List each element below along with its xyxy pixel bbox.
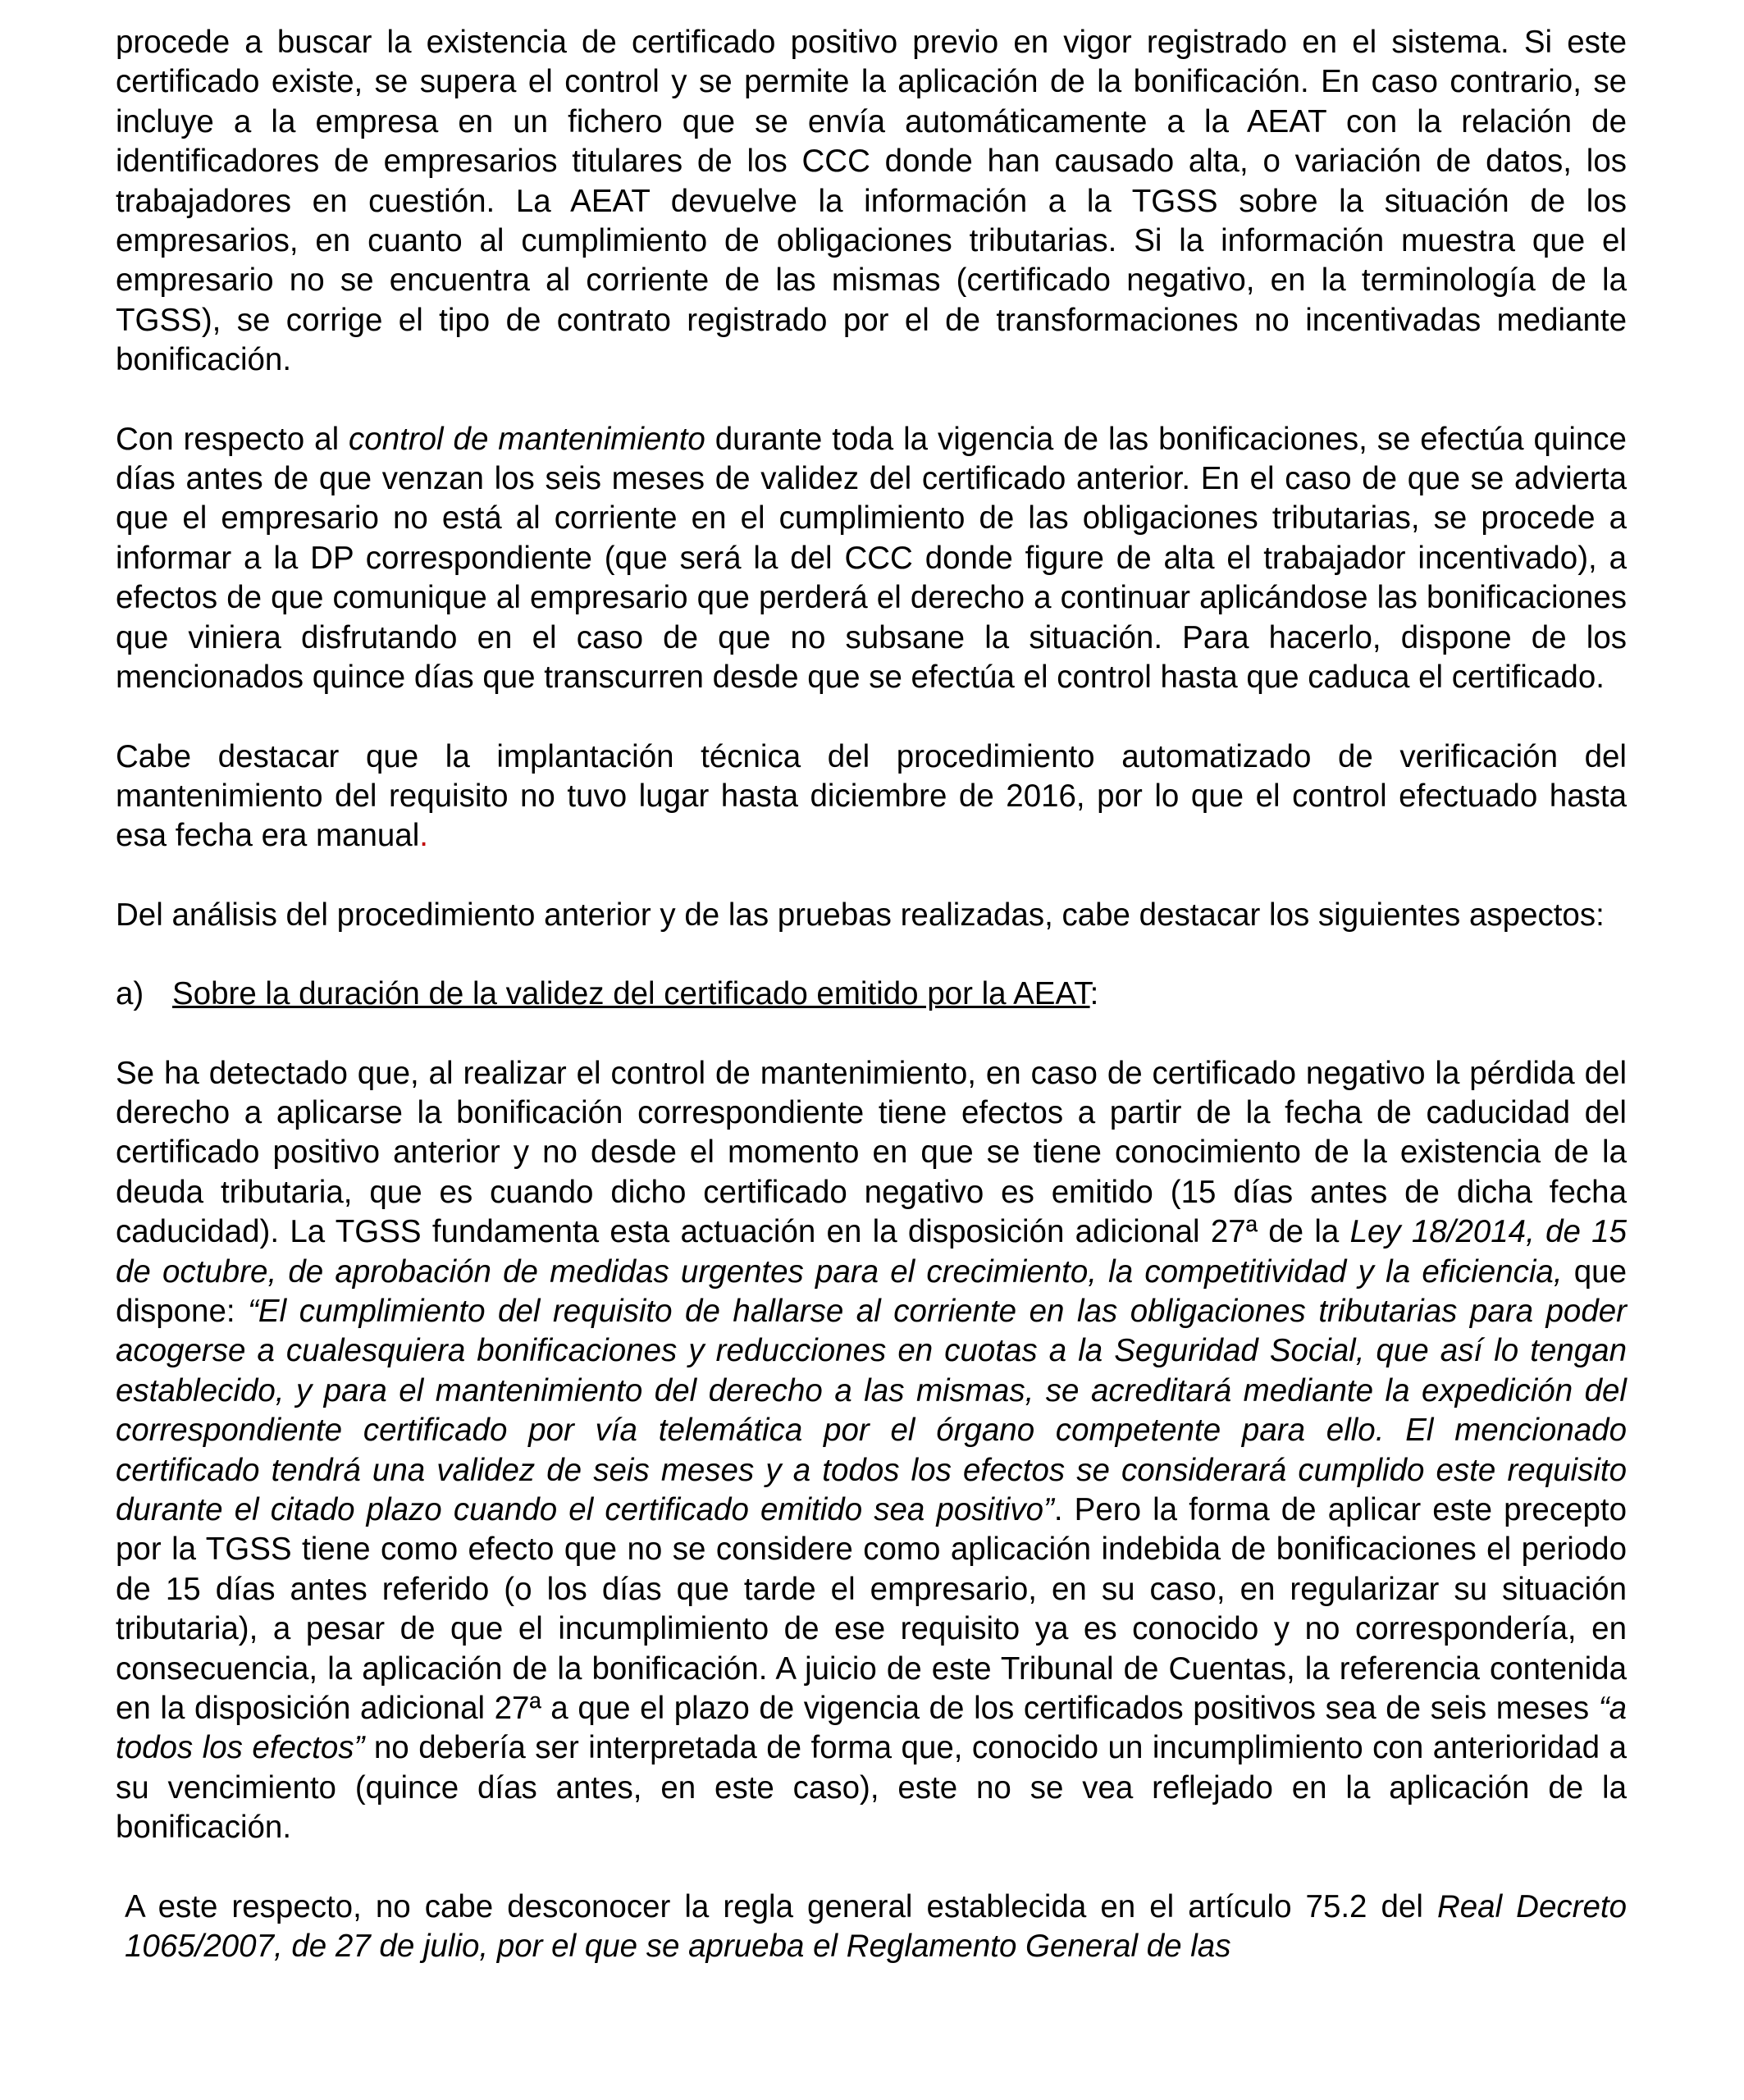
law-citation: Ley 18/2014, de 15 de octubre, de aprobación de medidas urgentes para el crecimiento, la competitividad y la eficiencia,	[116, 1214, 1627, 1290]
italic-term: control de mantenimiento	[349, 421, 705, 457]
paragraph-implementation: Cabe destacar que la implantación técnica del procedimiento automatizado de verificación del mantenimiento del requisito no tuvo lugar hasta diciembre de 2016, por lo que el control efectuado hasta esa fecha era manual.	[116, 738, 1627, 854]
paragraph-maintenance-control: Con respecto al control de mantenimiento durante toda la vigencia de las bonificaciones, se efectúa quince días antes de que venzan los seis meses de validez del certificado anterior. En el caso de que se advierta que el empresario no está al corriente en el cumplimiento de las obligaciones tributarias, se procede a informar a la DP correspondiente (que será la del CCC donde figure de alta el trabajador incentivado), a efectos de que comunique al empresario que perderá el derecho a continuar aplicándose las bonificaciones que viniera disfrutando en el caso de que no subsane la situación. Para hacerlo, dispone de los mencionados quince días que transcurren desde que se efectúa el control hasta que caduca el certificado.	[116, 421, 1627, 696]
document-page	[116, 23, 1627, 1966]
decree-citation: Real Decreto 1065/2007, de 27 de julio, por el que se aprueba el Reglamento General de las	[125, 1888, 1627, 1965]
law-quote: “El cumplimiento del requisito de hallarse al corriente en las obligaciones tributarias para poder acogerse a cualesquiera bonificaciones y reducciones en cuotas a la Seguridad Social, que así lo tengan establecido, y para el mantenimiento del derecho a las mismas, se acreditará mediante la expedición del correspondiente certificado por vía telemática por el órgano competente para ello. El mencionado certificado tendrá una validez de seis meses y a todos los efectos se considerará cumplido este requisito durante el citado plazo cuando el certificado emitido sea positivo”	[116, 1293, 1627, 1527]
section-title: Sobre la duración de la validez del certificado emitido por la AEAT	[172, 976, 1090, 1012]
quoted-phrase: “a todos los efectos”	[116, 1691, 1627, 1766]
paragraph-analysis: Del análisis del procedimiento anterior y de las pruebas realizadas, cabe destacar los siguientes aspectos:	[116, 897, 1605, 933]
paragraph-finding: Se ha detectado que, al realizar el control de mantenimiento, en caso de certificado negativo la pérdida del derecho a aplicarse la bonificación correspondiente tiene efectos a partir de la fecha de caducidad del certificado positivo anterior y no desde el momento en que se tiene conocimiento de la existencia de la deuda tributaria, que es cuando dicho certificado negativo es emitido (15 días antes de dicha fecha caducidad). La TGSS fundamenta esta actuación en la disposición adicional 27ª de la Ley 18/2014, de 15 de octubre, de aprobación de medidas urgentes para el crecimiento, la competitividad y la eficiencia, que dispone: “El cumplimiento del requisito de hallarse al corriente en las obligaciones tributarias para poder acogerse a cualesquiera bonificaciones y reducciones en cuotas a la Seguridad Social, que así lo tengan establecido, y para el mantenimiento del derecho a las mismas, se acreditará mediante la expedición del correspondiente certificado por vía telemática por el órgano competente para ello. El mencionado certificado tendrá una validez de seis meses y a todos los efectos se considerará cumplido este requisito durante el citado plazo cuando el certificado emitido sea positivo”. Pero la forma de aplicar este precepto por la TGSS tiene como efecto que no se considere como aplicación indebida de bonificaciones el periodo de 15 días antes referido (o los días que tarde el empresario, en su caso, en regularizar su situación tributaria), a pesar de que el incumplimiento de ese requisito ya es conocido y no correspondería, en consecuencia, la aplicación de la bonificación. A juicio de este Tribunal de Cuentas, la referencia contenida en la disposición adicional 27ª a que el plazo de vigencia de los certificados positivos sea de seis meses “a todos los efectos” no debería ser interpretada de forma que, conocido un incumplimiento con anterioridad a su vencimiento (quince días antes, en este caso), este no se vea reflejado en la aplicación de la bonificación.	[116, 1055, 1628, 1846]
paragraph-procedure: procede a buscar la existencia de certificado positivo previo en vigor registrado en el sistema. Si este certificado existe, se supera el control y se permite la aplicación de la bonificación. En caso contrario, se incluye a la empresa en un fichero que se envía automáticamente a la AEAT con la relación de identificadores de empresarios titulares de los CCC donde han causado alta, o variación de datos, los trabajadores en cuestión. La AEAT devuelve la información a la TGSS sobre la situación de los empresarios, en cuanto al cumplimiento de obligaciones tributarias. Si la información muestra que el empresario no se encuentra al corriente de las mismas (certificado negativo, en la terminología de la TGSS), se corrige el tipo de contrato registrado por el de transformaciones no incentivadas mediante bonificación.	[116, 25, 1627, 378]
section-heading-a: a) Sobre la duración de la validez del certificado emitido por la AEAT:	[116, 975, 1627, 1014]
paragraph-general-rule: A este respecto, no cabe desconocer la regla general establecida en el artículo 75.2 del Real Decreto 1065/2007, de 27 de julio, por el que se aprueba el Reglamento General de las	[125, 1888, 1627, 1965]
list-marker: a)	[116, 976, 144, 1012]
